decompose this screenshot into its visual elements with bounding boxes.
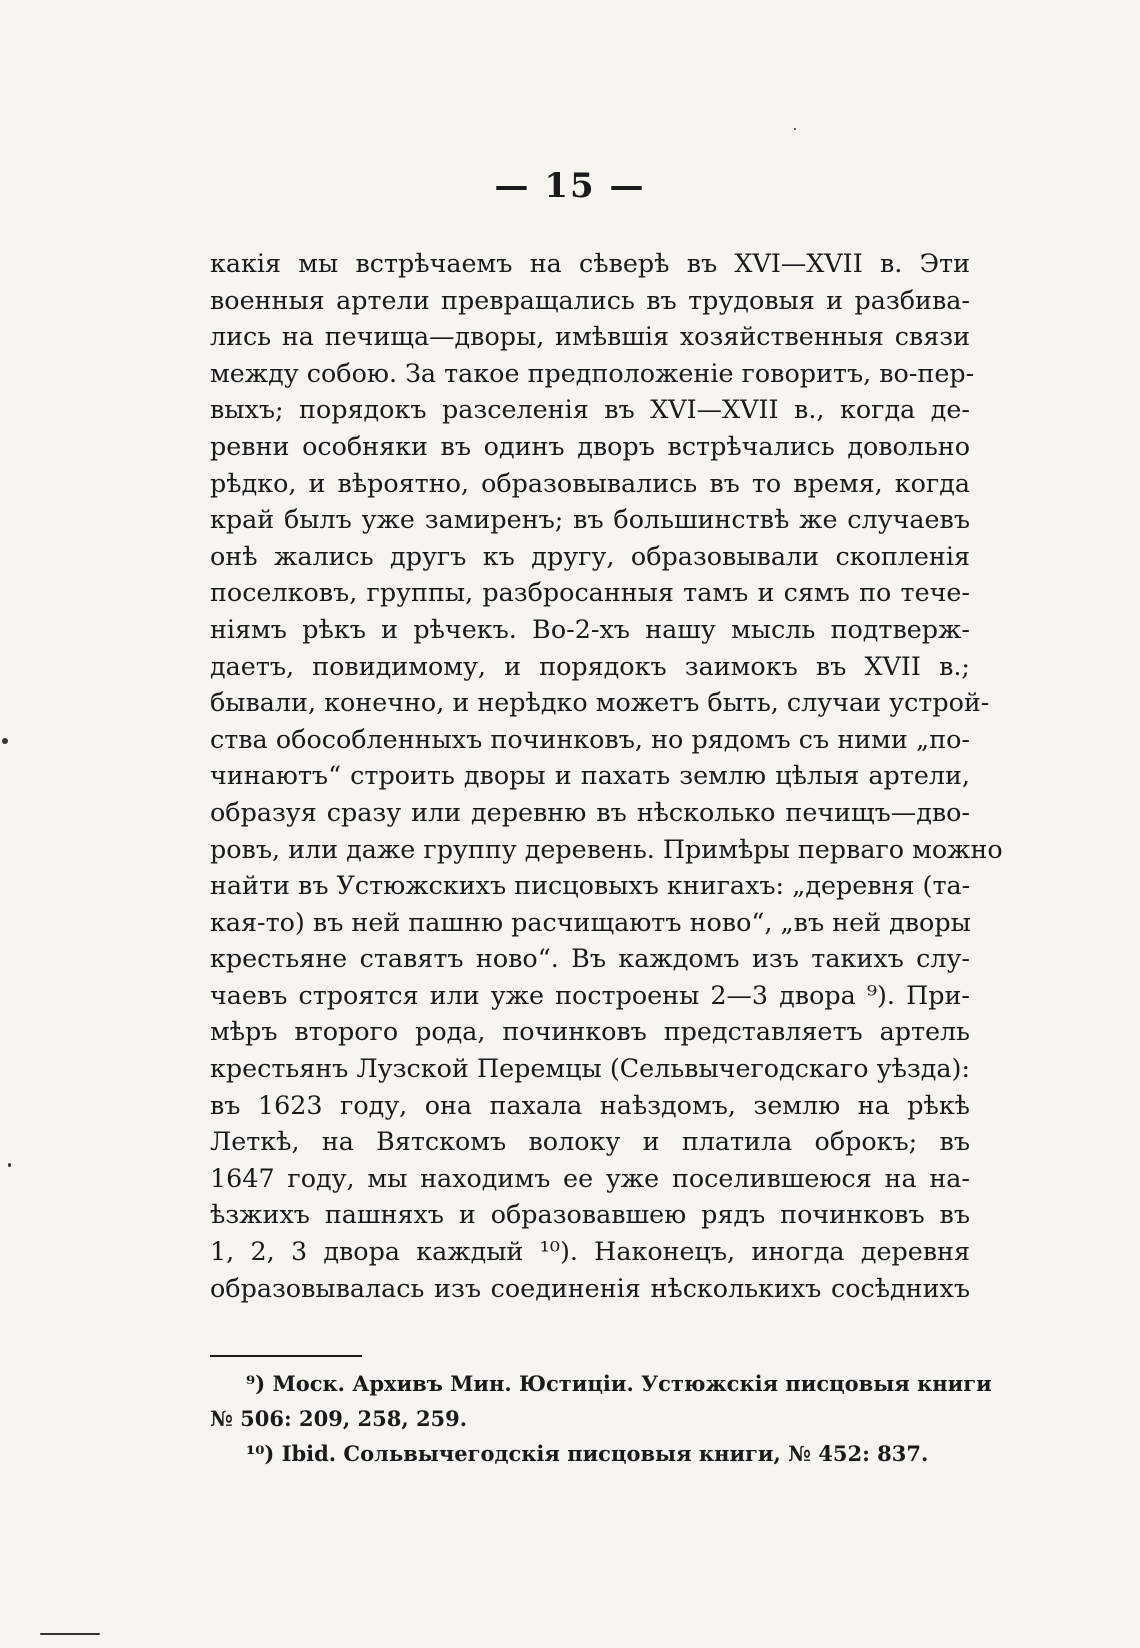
text-line: какія мы встрѣчаемъ на сѣверѣ въ XVI—XVII в. Эти <box>210 248 970 278</box>
text-line: 1, 2, 3 двора каждый ¹⁰). Наконецъ, иногда деревня <box>210 1236 970 1267</box>
text-line: 1647 году, мы находимъ ее уже поселившеюся на на- <box>210 1162 970 1193</box>
scan-speck <box>794 128 796 130</box>
text-line: найти въ Устюжскихъ писцовыхъ книгахъ: „деревня (та- <box>210 870 971 901</box>
text-line: онѣ жались другъ къ другу, образовывали скопленія <box>210 540 970 571</box>
text-line: даетъ, повидимому, и порядокъ заимокъ въ XVII в.; <box>210 650 970 681</box>
text-line: между собою. За такое предположеніе говоритъ, во-пер- <box>210 357 975 388</box>
text-line: образовывалась изъ соединенія нѣсколькихъ сосѣднихъ <box>210 1272 970 1303</box>
text-line: поселковъ, группы, разбросанныя тамъ и сямъ по тече- <box>210 577 970 608</box>
text-line: Леткѣ, на Вятскомъ волоку и платила оброкъ; въ <box>210 1126 970 1157</box>
text-line: крестьянъ Лузской Перемцы (Сельвычегодскаго уѣзда): <box>210 1053 970 1084</box>
body-text <box>210 245 1003 1306</box>
page-number: — 15 — <box>494 166 646 206</box>
text-line: ства обособленныхъ починковъ, но рядомъ съ ними „по- <box>210 723 970 754</box>
scan-speck <box>40 1633 100 1635</box>
text-line: чаевъ строятся или уже построены 2—3 двора ⁹). При- <box>210 979 970 1010</box>
text-line: рѣдко, и вѣроятно, образовывались въ то время, когда <box>210 467 970 498</box>
text-line: кая-то) въ ней пашню расчищаютъ ново“, „въ ней дворы <box>210 906 971 937</box>
text-line: ніямъ рѣкъ и рѣчекъ. Во-2-хъ нашу мысль подтверж- <box>210 613 970 644</box>
footnote-9: ⁹) Моск. Архивъ Мин. Юстиціи. Устюжскія писцовыя книги <box>246 1371 992 1396</box>
scan-speck <box>2 738 8 744</box>
text-line: выхъ; порядокъ разселенія въ XVI—XVII в., когда де- <box>210 394 970 425</box>
text-line: крестьяне ставятъ ново“. Въ каждомъ изъ такихъ слу- <box>210 943 970 974</box>
text-line: въ 1623 году, она пахала наѣздомъ, землю на рѣкѣ <box>210 1089 970 1120</box>
text-line: образуя сразу или деревню въ нѣсколько печищъ—дво- <box>210 796 970 827</box>
text-line: бывали, конечно, и нерѣдко можетъ быть, случаи устрой- <box>210 687 990 718</box>
footnote-9-continuation: № 506: 209, 258, 259. <box>210 1406 468 1431</box>
text-line: ѣзжихъ пашняхъ и образовавшею рядъ починковъ въ <box>210 1199 970 1230</box>
footnote-divider <box>210 1355 362 1357</box>
scan-speck <box>8 1163 11 1167</box>
text-line: край былъ уже замиренъ; въ большинствѣ же случаевъ <box>210 504 970 535</box>
text-line: ровъ, или даже группу деревень. Примѣры перваго можно <box>210 833 1003 864</box>
footnote-10: ¹⁰) Ibid. Сольвычегодскія писцовыя книги, № 452: 837. <box>246 1441 929 1466</box>
footnotes <box>210 1366 992 1471</box>
text-line: лись на печища—дворы, имѣвшія хозяйственныя связи <box>210 321 970 352</box>
text-line: мѣръ второго рода, починковъ представляетъ артель <box>210 1016 970 1047</box>
text-line: чинаютъ“ строить дворы и пахать землю цѣлыя артели, <box>210 760 970 791</box>
text-line: ревни особняки въ одинъ дворъ встрѣчались довольно <box>210 430 970 461</box>
text-line: военныя артели превращались въ трудовыя и разбива- <box>210 284 970 315</box>
